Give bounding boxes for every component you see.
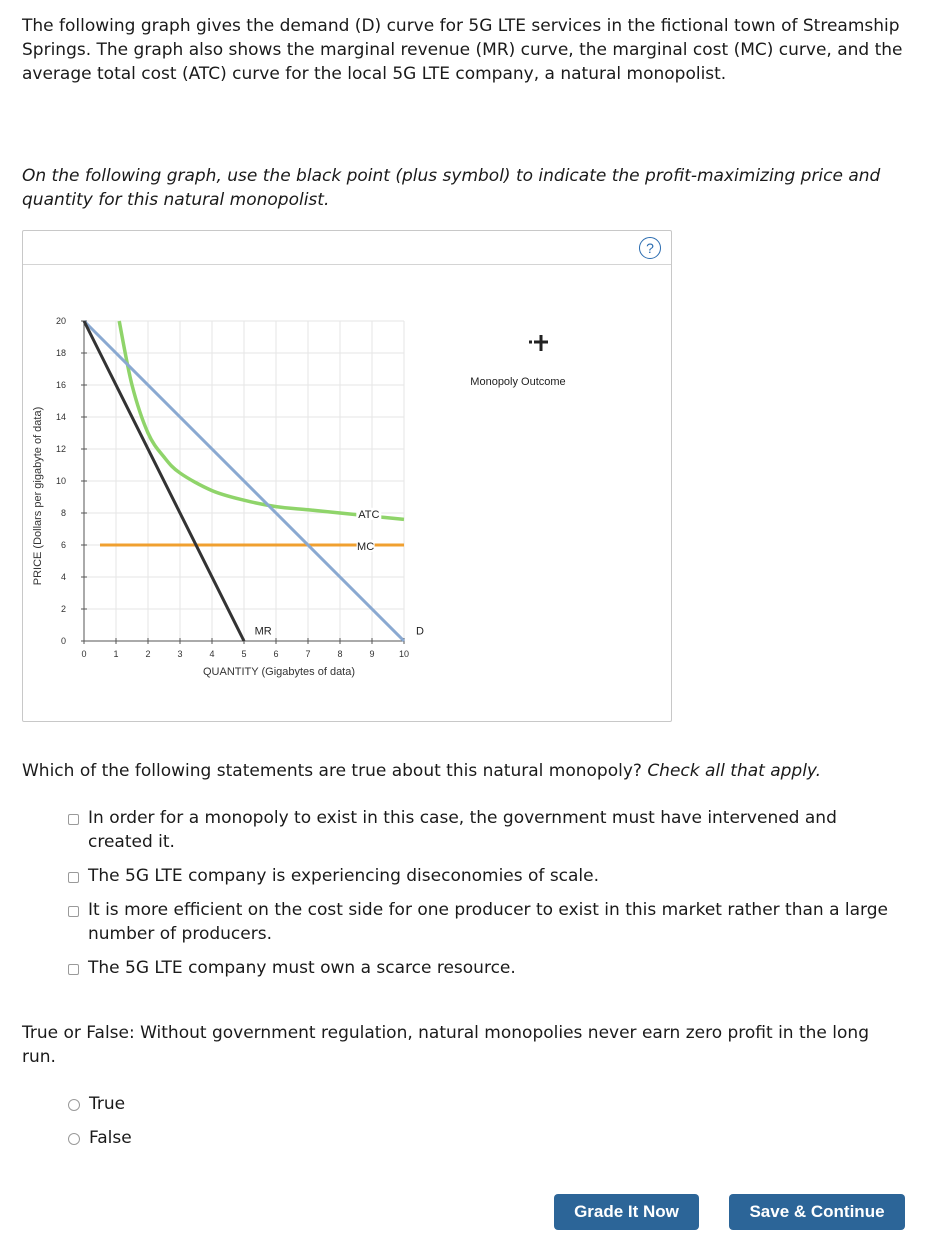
grade-it-now-button[interactable]: Grade It Now xyxy=(554,1194,699,1230)
y-tick-label: 18 xyxy=(55,348,66,358)
q1-prompt-note: Check all that apply. xyxy=(647,761,822,781)
checkbox[interactable] xyxy=(68,964,79,975)
q2-option-label: False xyxy=(89,1128,132,1148)
y-tick-label: 0 xyxy=(60,636,66,646)
q2-option-true[interactable] xyxy=(68,1092,125,1116)
q1-prompt-text: Which of the following statements are true about this natural monopoly? xyxy=(22,761,642,781)
checkbox[interactable] xyxy=(68,906,79,917)
y-tick-label: 16 xyxy=(55,380,66,390)
checkbox[interactable] xyxy=(68,814,79,825)
q2-option-false[interactable] xyxy=(68,1126,132,1150)
x-tick-label: 8 xyxy=(337,649,343,659)
y-tick-label: 8 xyxy=(60,508,66,518)
y-tick-label: 14 xyxy=(55,412,66,422)
x-tick-label: 10 xyxy=(398,649,410,659)
y-tick-label: 12 xyxy=(55,444,66,454)
q1-option-3[interactable] xyxy=(68,898,898,946)
q1-option-2[interactable] xyxy=(68,864,893,888)
x-tick-label: 1 xyxy=(113,649,119,659)
x-tick-label: 9 xyxy=(369,649,375,659)
black-plus-point-icon[interactable] xyxy=(529,335,548,351)
radio-button[interactable] xyxy=(68,1133,80,1145)
help-icon[interactable]: ? xyxy=(639,237,661,259)
intro-text: The following graph gives the demand (D) curve for 5G LTE services in the fictional town of Streamship Springs. The graph also shows the marginal revenue (MR) curve, the marginal cost (MC) curve, and the average total cost (ATC) curve for the local 5G LTE company, a natural monopolist. xyxy=(22,16,903,84)
x-axis-label: QUANTITY (Gigabytes of data) xyxy=(203,666,356,678)
checkbox[interactable] xyxy=(68,872,79,883)
graph-instruction: On the following graph, use the black point (plus symbol) to indicate the profit-maximizing price and quantity for this natural monopolist. xyxy=(22,166,881,210)
q2-option-label: True xyxy=(89,1094,126,1114)
q1-option-4[interactable] xyxy=(68,956,893,980)
y-tick-label: 20 xyxy=(55,316,66,326)
q1-prompt xyxy=(22,759,907,783)
monopoly-outcome-tool[interactable] xyxy=(470,335,565,388)
q1-option-label: The 5G LTE company must own a scarce resource. xyxy=(88,958,516,978)
x-tick-label: 5 xyxy=(241,649,247,659)
monopoly-outcome-label: Monopoly Outcome xyxy=(470,376,566,388)
atc-curve-label: ATC xyxy=(358,508,380,521)
x-tick-label: 3 xyxy=(177,649,183,659)
q1-option-label: It is more efficient on the cost side for one producer to exist in this market rather than a large number of producers. xyxy=(88,900,888,944)
y-axis-label: PRICE (Dollars per gigabyte of data) xyxy=(32,406,44,586)
y-tick-label: 6 xyxy=(60,540,66,550)
q1-option-label: In order for a monopoly to exist in this case, the government must have intervened and created it. xyxy=(88,808,837,852)
mc-curve-label: MC xyxy=(357,540,375,553)
x-tick-label: 6 xyxy=(273,649,279,659)
x-tick-label: 7 xyxy=(305,649,311,659)
x-tick-label: 2 xyxy=(145,649,151,659)
x-tick-label: 0 xyxy=(81,649,87,659)
graph-toolbar xyxy=(23,231,671,265)
mr-curve-label: MR xyxy=(254,625,272,638)
y-tick-label: 2 xyxy=(60,604,66,614)
d-curve-label: D xyxy=(416,625,424,638)
y-tick-label: 4 xyxy=(60,572,66,582)
save-continue-button[interactable]: Save & Continue xyxy=(729,1194,905,1230)
y-tick-label: 10 xyxy=(55,476,66,486)
q1-option-1[interactable] xyxy=(68,806,893,854)
radio-button[interactable] xyxy=(68,1099,80,1111)
q1-option-label: The 5G LTE company is experiencing diseconomies of scale. xyxy=(88,866,600,886)
monopoly-chart[interactable] xyxy=(23,265,671,721)
x-tick-label: 4 xyxy=(209,649,215,659)
q2-prompt: True or False: Without government regulation, natural monopolies never earn zero profit in the long run. xyxy=(22,1023,869,1067)
atc-curve xyxy=(119,321,404,519)
graph-panel xyxy=(22,230,672,722)
